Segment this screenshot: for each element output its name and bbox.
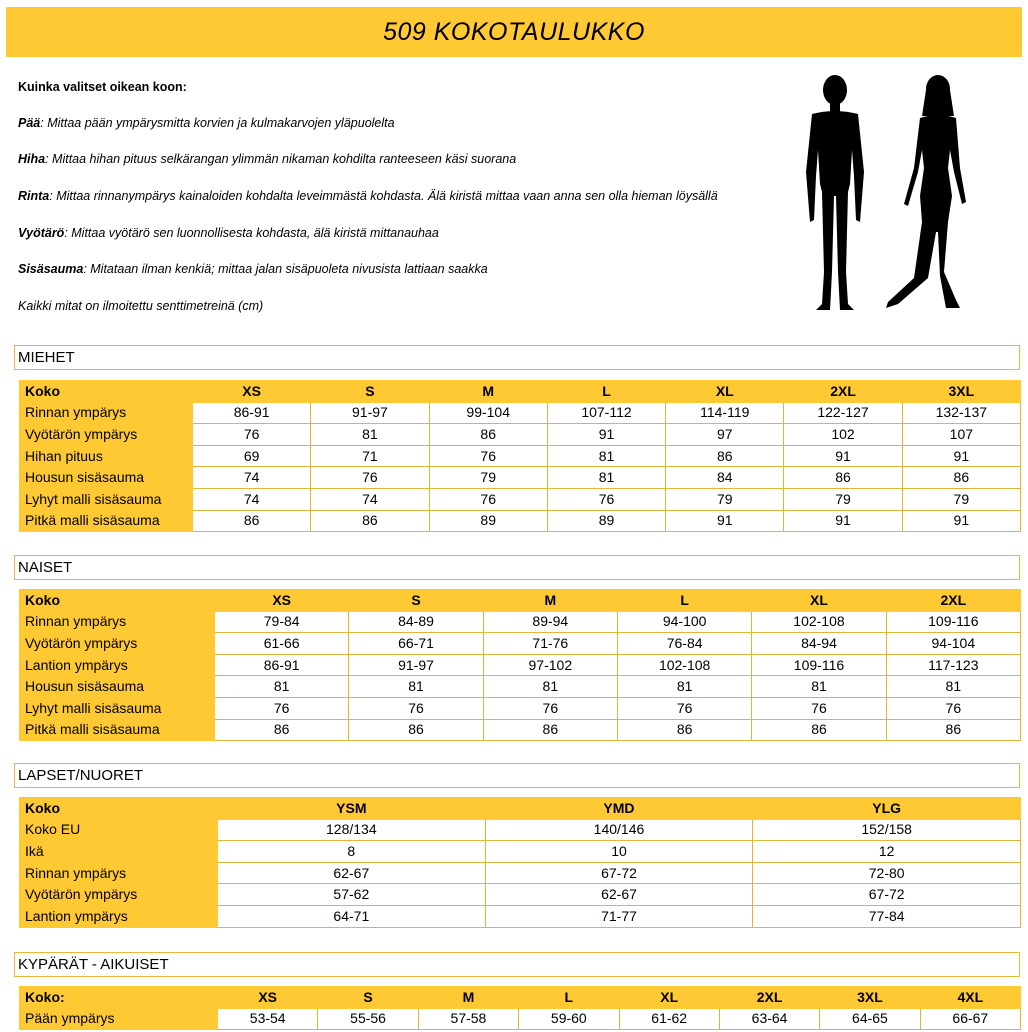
row-label-cell: Lyhyt malli sisäsauma: [20, 488, 193, 510]
measurement-cell: 81: [483, 676, 617, 698]
table-row: [20, 841, 1021, 863]
table-header-row: [20, 798, 1021, 820]
measurement-cell: 102: [784, 424, 902, 446]
intro-text: : Mittaa rinnanympärys kainaloiden kohdalta leveimmästä kohdasta. Älä kiristä mittaa vaan anna sen olla hieman löysällä: [49, 189, 718, 203]
measurement-cell: 79: [429, 467, 547, 489]
size-header-cell: 3XL: [820, 987, 920, 1009]
measurement-cell: 84: [666, 467, 784, 489]
measurement-cell: 76: [311, 467, 429, 489]
measurement-cell: 12: [753, 841, 1021, 863]
measurement-cell: 79: [902, 488, 1020, 510]
measurement-cell: 57-62: [218, 884, 486, 906]
size-header-cell: M: [418, 987, 518, 1009]
measurement-cell: 86: [752, 719, 886, 741]
table-row: [20, 862, 1021, 884]
size-table-helmets: [19, 986, 1021, 1030]
intro-term: Vyötärö: [18, 226, 65, 240]
measurement-cell: 57-58: [418, 1008, 518, 1030]
measurement-cell: 81: [215, 676, 349, 698]
intro-item-head: [18, 116, 395, 130]
section-label-helmets: KYPÄRÄT - AIKUISET: [14, 952, 1020, 977]
measurement-cell: 64-65: [820, 1008, 920, 1030]
row-label-cell: Lantion ympärys: [20, 654, 215, 676]
measurement-cell: 117-123: [886, 654, 1020, 676]
measurement-cell: 86: [617, 719, 751, 741]
intro-item-waist: [18, 226, 439, 240]
size-header-cell: 2XL: [784, 381, 902, 403]
measurement-cell: 77-84: [753, 905, 1021, 927]
measurement-cell: 91: [547, 424, 665, 446]
measurement-cell: 109-116: [752, 654, 886, 676]
table-row: [20, 510, 1021, 532]
row-label-cell: Lyhyt malli sisäsauma: [20, 697, 215, 719]
measurement-cell: 61-66: [215, 633, 349, 655]
measurement-cell: 94-104: [886, 633, 1020, 655]
measurement-cell: 86: [483, 719, 617, 741]
intro-item-chest: [18, 189, 718, 203]
row-label-cell: Vyötärön ympärys: [20, 424, 193, 446]
size-header-cell: S: [349, 590, 483, 612]
measurement-cell: 91-97: [311, 402, 429, 424]
size-header-cell: XL: [666, 381, 784, 403]
row-label-cell: Vyötärön ympärys: [20, 633, 215, 655]
measurement-cell: 91: [784, 445, 902, 467]
measurement-cell: 79: [784, 488, 902, 510]
body-silhouettes-illustration: [790, 72, 980, 317]
size-header-cell: XS: [215, 590, 349, 612]
intro-text: : Mittaa hihan pituus selkärangan ylimmän nikaman kohdilta ranteeseen käsi suorana: [45, 152, 517, 166]
measurement-cell: 81: [886, 676, 1020, 698]
measurement-cell: 74: [193, 488, 311, 510]
measurement-cell: 91-97: [349, 654, 483, 676]
row-label-cell: Pitkä malli sisäsauma: [20, 510, 193, 532]
measurement-cell: 132-137: [902, 402, 1020, 424]
measurement-cell: 81: [547, 467, 665, 489]
header-label-cell: Koko: [20, 590, 215, 612]
measurement-cell: 128/134: [218, 819, 486, 841]
intro-term: Rinta: [18, 189, 50, 203]
measurement-cell: 81: [311, 424, 429, 446]
measurement-cell: 59-60: [519, 1008, 619, 1030]
measurement-cell: 71: [311, 445, 429, 467]
measurement-cell: 86: [784, 467, 902, 489]
size-header-cell: YLG: [753, 798, 1021, 820]
measurement-cell: 94-100: [617, 611, 751, 633]
header-label-cell: Koko:: [20, 987, 218, 1009]
measurement-cell: 97-102: [483, 654, 617, 676]
measurement-cell: 10: [485, 841, 753, 863]
size-header-cell: YMD: [485, 798, 753, 820]
table-row: [20, 676, 1021, 698]
size-header-cell: M: [429, 381, 547, 403]
measurement-cell: 76: [193, 424, 311, 446]
size-header-cell: L: [617, 590, 751, 612]
size-header-cell: YSM: [218, 798, 486, 820]
table-row: [20, 633, 1021, 655]
measurement-cell: 69: [193, 445, 311, 467]
measurement-cell: 114-119: [666, 402, 784, 424]
table-row: [20, 445, 1021, 467]
row-label-cell: Ikä: [20, 841, 218, 863]
measurement-cell: 64-71: [218, 905, 486, 927]
table-row: [20, 884, 1021, 906]
measurement-cell: 53-54: [218, 1008, 318, 1030]
measurement-cell: 62-67: [218, 862, 486, 884]
size-header-cell: XL: [619, 987, 719, 1009]
row-label-cell: Vyötärön ympärys: [20, 884, 218, 906]
measurement-cell: 102-108: [752, 611, 886, 633]
measurement-cell: 102-108: [617, 654, 751, 676]
row-label-cell: Rinnan ympärys: [20, 862, 218, 884]
size-header-cell: XS: [193, 381, 311, 403]
intro-term: Hiha: [18, 152, 46, 166]
measurement-cell: 86: [666, 445, 784, 467]
measurement-cell: 74: [311, 488, 429, 510]
measurement-cell: 76: [547, 488, 665, 510]
measurement-cell: 107: [902, 424, 1020, 446]
female-silhouette: [886, 75, 966, 308]
measurement-cell: 81: [547, 445, 665, 467]
measurement-cell: 81: [752, 676, 886, 698]
measurement-cell: 76: [886, 697, 1020, 719]
measurement-cell: 89: [429, 510, 547, 532]
size-header-cell: 3XL: [902, 381, 1020, 403]
measurement-cell: 76: [215, 697, 349, 719]
table-row: [20, 719, 1021, 741]
measurement-cell: 86: [193, 510, 311, 532]
intro-text: : Mittaa vyötärö sen luonnollisesta kohdasta, älä kiristä mittanauhaa: [64, 226, 439, 240]
measurement-cell: 71-76: [483, 633, 617, 655]
measurement-cell: 89-94: [483, 611, 617, 633]
measurement-cell: 91: [666, 510, 784, 532]
measurement-cell: 86: [902, 467, 1020, 489]
size-header-cell: L: [547, 381, 665, 403]
table-row: [20, 1008, 1021, 1030]
measurement-cell: 79: [666, 488, 784, 510]
intro-note: Kaikki mitat on ilmoitettu senttimetreinä (cm): [18, 299, 264, 313]
measurement-cell: 84-94: [752, 633, 886, 655]
table-row: [20, 424, 1021, 446]
measurement-cell: 86-91: [193, 402, 311, 424]
page-title: 509 KOKOTAULUKKO: [383, 17, 645, 46]
size-header-cell: 2XL: [719, 987, 819, 1009]
table-header-row: [20, 987, 1021, 1009]
measurement-cell: 86: [311, 510, 429, 532]
size-header-cell: M: [483, 590, 617, 612]
table-header-row: [20, 590, 1021, 612]
measurement-cell: 74: [193, 467, 311, 489]
measurement-cell: 76: [349, 697, 483, 719]
size-header-cell: S: [318, 987, 418, 1009]
row-label-cell: Pitkä malli sisäsauma: [20, 719, 215, 741]
size-header-cell: 4XL: [920, 987, 1020, 1009]
section-label-youth: LAPSET/NUORET: [14, 763, 1020, 788]
section-label-women: NAISET: [14, 555, 1020, 580]
size-header-cell: XS: [218, 987, 318, 1009]
intro-term: Pää: [18, 116, 41, 130]
measurement-cell: 86-91: [215, 654, 349, 676]
section-label-men: MIEHET: [14, 345, 1020, 370]
measurement-cell: 81: [617, 676, 751, 698]
row-label-cell: Housun sisäsauma: [20, 676, 215, 698]
measurement-cell: 84-89: [349, 611, 483, 633]
intro-item-inseam: [18, 262, 488, 276]
measurement-cell: 140/146: [485, 819, 753, 841]
measurement-cell: 71-77: [485, 905, 753, 927]
measurement-cell: 109-116: [886, 611, 1020, 633]
header-label-cell: Koko: [20, 381, 193, 403]
measurement-cell: 91: [784, 510, 902, 532]
row-label-cell: Rinnan ympärys: [20, 611, 215, 633]
table-row: [20, 905, 1021, 927]
table-row: [20, 697, 1021, 719]
measurement-cell: 89: [547, 510, 665, 532]
measurement-cell: 81: [349, 676, 483, 698]
intro-heading: Kuinka valitset oikean koon:: [18, 80, 187, 94]
intro-text: : Mittaa pään ympärysmitta korvien ja kulmakarvojen yläpuolelta: [40, 116, 395, 130]
row-label-cell: Lantion ympärys: [20, 905, 218, 927]
size-header-cell: S: [311, 381, 429, 403]
measurement-cell: 72-80: [753, 862, 1021, 884]
measurement-cell: 62-67: [485, 884, 753, 906]
measurement-cell: 66-67: [920, 1008, 1020, 1030]
measurement-cell: 76-84: [617, 633, 751, 655]
table-row: [20, 488, 1021, 510]
table-row: [20, 467, 1021, 489]
table-header-row: [20, 381, 1021, 403]
intro-term: Sisäsauma: [18, 262, 84, 276]
measurement-cell: 79-84: [215, 611, 349, 633]
measurement-cell: 91: [902, 510, 1020, 532]
measurement-cell: 63-64: [719, 1008, 819, 1030]
size-table-youth: [19, 797, 1021, 928]
header-label-cell: Koko: [20, 798, 218, 820]
size-table-men: [19, 380, 1021, 532]
size-header-cell: 2XL: [886, 590, 1020, 612]
measurement-cell: 86: [429, 424, 547, 446]
measurement-cell: 152/158: [753, 819, 1021, 841]
row-label-cell: Koko EU: [20, 819, 218, 841]
row-label-cell: Rinnan ympärys: [20, 402, 193, 424]
measurement-cell: 55-56: [318, 1008, 418, 1030]
measurement-cell: 122-127: [784, 402, 902, 424]
measurement-cell: 8: [218, 841, 486, 863]
measurement-cell: 76: [483, 697, 617, 719]
measurement-cell: 97: [666, 424, 784, 446]
size-header-cell: XL: [752, 590, 886, 612]
measurement-cell: 76: [752, 697, 886, 719]
measurement-cell: 91: [902, 445, 1020, 467]
table-row: [20, 611, 1021, 633]
row-label-cell: Hihan pituus: [20, 445, 193, 467]
size-table-women: [19, 589, 1021, 741]
male-silhouette: [806, 75, 864, 310]
size-header-cell: L: [519, 987, 619, 1009]
measurement-cell: 67-72: [485, 862, 753, 884]
row-label-cell: Housun sisäsauma: [20, 467, 193, 489]
measurement-cell: 86: [886, 719, 1020, 741]
table-row: [20, 654, 1021, 676]
measurement-cell: 76: [617, 697, 751, 719]
measurement-cell: 66-71: [349, 633, 483, 655]
measurement-cell: 67-72: [753, 884, 1021, 906]
table-row: [20, 402, 1021, 424]
intro-text: : Mitataan ilman kenkiä; mittaa jalan sisäpuoleta nivusista lattiaan saakka: [83, 262, 488, 276]
row-label-cell: Pään ympärys: [20, 1008, 218, 1030]
measurement-cell: 61-62: [619, 1008, 719, 1030]
measurement-cell: 107-112: [547, 402, 665, 424]
table-row: [20, 819, 1021, 841]
measurement-cell: 76: [429, 488, 547, 510]
measurement-cell: 86: [349, 719, 483, 741]
title-bar: [6, 7, 1022, 57]
measurement-cell: 76: [429, 445, 547, 467]
measurement-cell: 86: [215, 719, 349, 741]
intro-item-sleeve: [18, 152, 516, 166]
measurement-cell: 99-104: [429, 402, 547, 424]
